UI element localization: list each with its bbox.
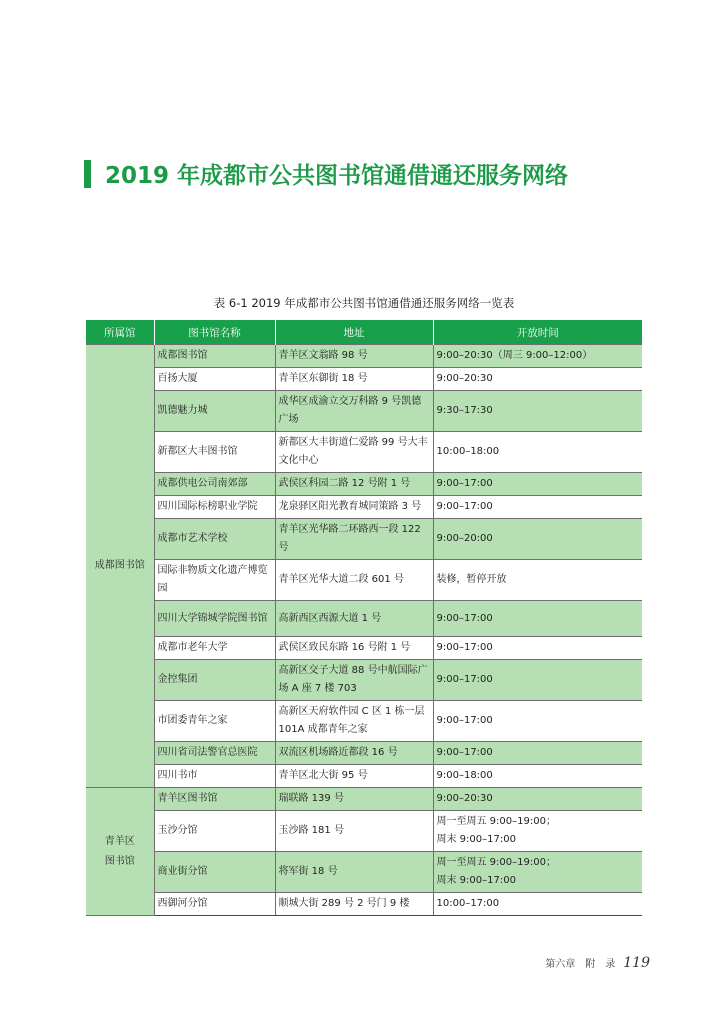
library-name-cell: 成都市艺术学校 bbox=[154, 519, 275, 560]
page-number: 119 bbox=[623, 955, 650, 971]
address-cell: 高新西区西源大道 1 号 bbox=[275, 601, 433, 637]
table-body bbox=[86, 345, 642, 916]
service-network-table bbox=[86, 320, 642, 916]
library-name-cell: 四川省司法警官总医院 bbox=[154, 742, 275, 765]
hours-cell: 周一至周五 9:00–19:00； 周末 9:00–17:00 bbox=[433, 811, 642, 852]
library-name-cell: 百扬大厦 bbox=[154, 368, 275, 391]
hours-cell: 9:00–17:00 bbox=[433, 701, 642, 742]
address-cell: 武侯区致民东路 16 号附 1 号 bbox=[275, 637, 433, 660]
hours-cell: 9:00–17:00 bbox=[433, 637, 642, 660]
group-label: 成都图书馆 bbox=[94, 560, 145, 571]
address-cell: 青羊区东御街 18 号 bbox=[275, 368, 433, 391]
table-row bbox=[86, 701, 642, 742]
address-cell: 青羊区北大街 95 号 bbox=[275, 765, 433, 788]
address-cell: 瑞联路 139 号 bbox=[275, 788, 433, 811]
title-accent-bar bbox=[84, 160, 91, 188]
header-opening-hours: 开放时间 bbox=[433, 320, 642, 345]
table-row bbox=[86, 368, 642, 391]
library-name-cell: 玉沙分馆 bbox=[154, 811, 275, 852]
address-cell: 将军街 18 号 bbox=[275, 852, 433, 893]
hours-cell: 9:00–17:00 bbox=[433, 742, 642, 765]
group-label: 青羊区 图书馆 bbox=[104, 835, 135, 867]
page-footer bbox=[545, 955, 650, 971]
table-row bbox=[86, 765, 642, 788]
header-affiliated-library: 所属馆 bbox=[86, 320, 154, 345]
page-title: 2019 年成都市公共图书馆通借通还服务网络 bbox=[105, 163, 569, 189]
library-name-cell: 成都供电公司南郊部 bbox=[154, 473, 275, 496]
table-row bbox=[86, 660, 642, 701]
library-name-cell: 市团委青年之家 bbox=[154, 701, 275, 742]
hours-cell: 9:00–17:00 bbox=[433, 496, 642, 519]
library-name-cell: 新都区大丰图书馆 bbox=[154, 432, 275, 473]
hours-cell: 9:30–17:30 bbox=[433, 391, 642, 432]
table-row bbox=[86, 852, 642, 893]
hours-cell: 9:00–20:00 bbox=[433, 519, 642, 560]
table-row bbox=[86, 742, 642, 765]
hours-cell: 9:00–20:30 bbox=[433, 368, 642, 391]
address-cell: 青羊区文翁路 98 号 bbox=[275, 345, 433, 368]
table-row bbox=[86, 893, 642, 916]
table-row bbox=[86, 788, 642, 811]
table-caption: 表 6-1 2019 年成都市公共图书馆通借通还服务网络一览表 bbox=[213, 296, 515, 310]
table-row bbox=[86, 560, 642, 601]
address-cell: 武侯区科园二路 12 号附 1 号 bbox=[275, 473, 433, 496]
library-name-cell: 凯德魅力城 bbox=[154, 391, 275, 432]
address-cell: 双流区机场路近都段 16 号 bbox=[275, 742, 433, 765]
table-row bbox=[86, 345, 642, 368]
address-cell: 高新区天府软件园 C 区 1 栋一层 101A 成都青年之家 bbox=[275, 701, 433, 742]
hours-cell: 10:00–17:00 bbox=[433, 893, 642, 916]
hours-cell: 9:00–17:00 bbox=[433, 473, 642, 496]
table-row bbox=[86, 601, 642, 637]
hours-cell: 装修，暂停开放 bbox=[433, 560, 642, 601]
library-name-cell: 商业街分馆 bbox=[154, 852, 275, 893]
library-name-cell: 四川国际标榜职业学院 bbox=[154, 496, 275, 519]
table-row bbox=[86, 496, 642, 519]
hours-cell: 10:00–18:00 bbox=[433, 432, 642, 473]
address-cell: 高新区交子大道 88 号中航国际广场 A 座 7 楼 703 bbox=[275, 660, 433, 701]
table-row bbox=[86, 473, 642, 496]
page-title-block bbox=[84, 157, 568, 190]
group-cell bbox=[86, 345, 154, 788]
hours-cell: 9:00–18:00 bbox=[433, 765, 642, 788]
table-row bbox=[86, 637, 642, 660]
address-cell: 青羊区光华大道二段 601 号 bbox=[275, 560, 433, 601]
table-row bbox=[86, 432, 642, 473]
hours-cell: 9:00–17:00 bbox=[433, 601, 642, 637]
library-name-cell: 西御河分馆 bbox=[154, 893, 275, 916]
library-name-cell: 金控集团 bbox=[154, 660, 275, 701]
address-cell: 新都区大丰街道仁爱路 99 号大丰文化中心 bbox=[275, 432, 433, 473]
address-cell: 成华区成渝立交万科路 9 号凯德广场 bbox=[275, 391, 433, 432]
table-row bbox=[86, 519, 642, 560]
library-name-cell: 四川大学锦城学院图书馆 bbox=[154, 601, 275, 637]
table-row bbox=[86, 391, 642, 432]
table-header-row bbox=[86, 320, 642, 345]
address-cell: 青羊区光华路二环路西一段 122 号 bbox=[275, 519, 433, 560]
library-name-cell: 青羊区图书馆 bbox=[154, 788, 275, 811]
library-name-cell: 国际非物质文化遗产博览园 bbox=[154, 560, 275, 601]
table-row bbox=[86, 811, 642, 852]
group-cell bbox=[86, 788, 154, 916]
hours-cell: 周一至周五 9:00–19:00； 周末 9:00–17:00 bbox=[433, 852, 642, 893]
address-cell: 玉沙路 181 号 bbox=[275, 811, 433, 852]
footer-chapter: 第六章 附 录 bbox=[545, 959, 616, 970]
header-library-name: 图书馆名称 bbox=[154, 320, 275, 345]
library-name-cell: 四川书市 bbox=[154, 765, 275, 788]
hours-cell: 9:00–17:00 bbox=[433, 660, 642, 701]
hours-cell: 9:00–20:30 bbox=[433, 788, 642, 811]
header-address: 地址 bbox=[275, 320, 433, 345]
address-cell: 顺城大街 289 号 2 号门 9 楼 bbox=[275, 893, 433, 916]
address-cell: 龙泉驿区阳光教育城同策路 3 号 bbox=[275, 496, 433, 519]
library-name-cell: 成都图书馆 bbox=[154, 345, 275, 368]
hours-cell: 9:00–20:30（周三 9:00–12:00） bbox=[433, 345, 642, 368]
library-name-cell: 成都市老年大学 bbox=[154, 637, 275, 660]
